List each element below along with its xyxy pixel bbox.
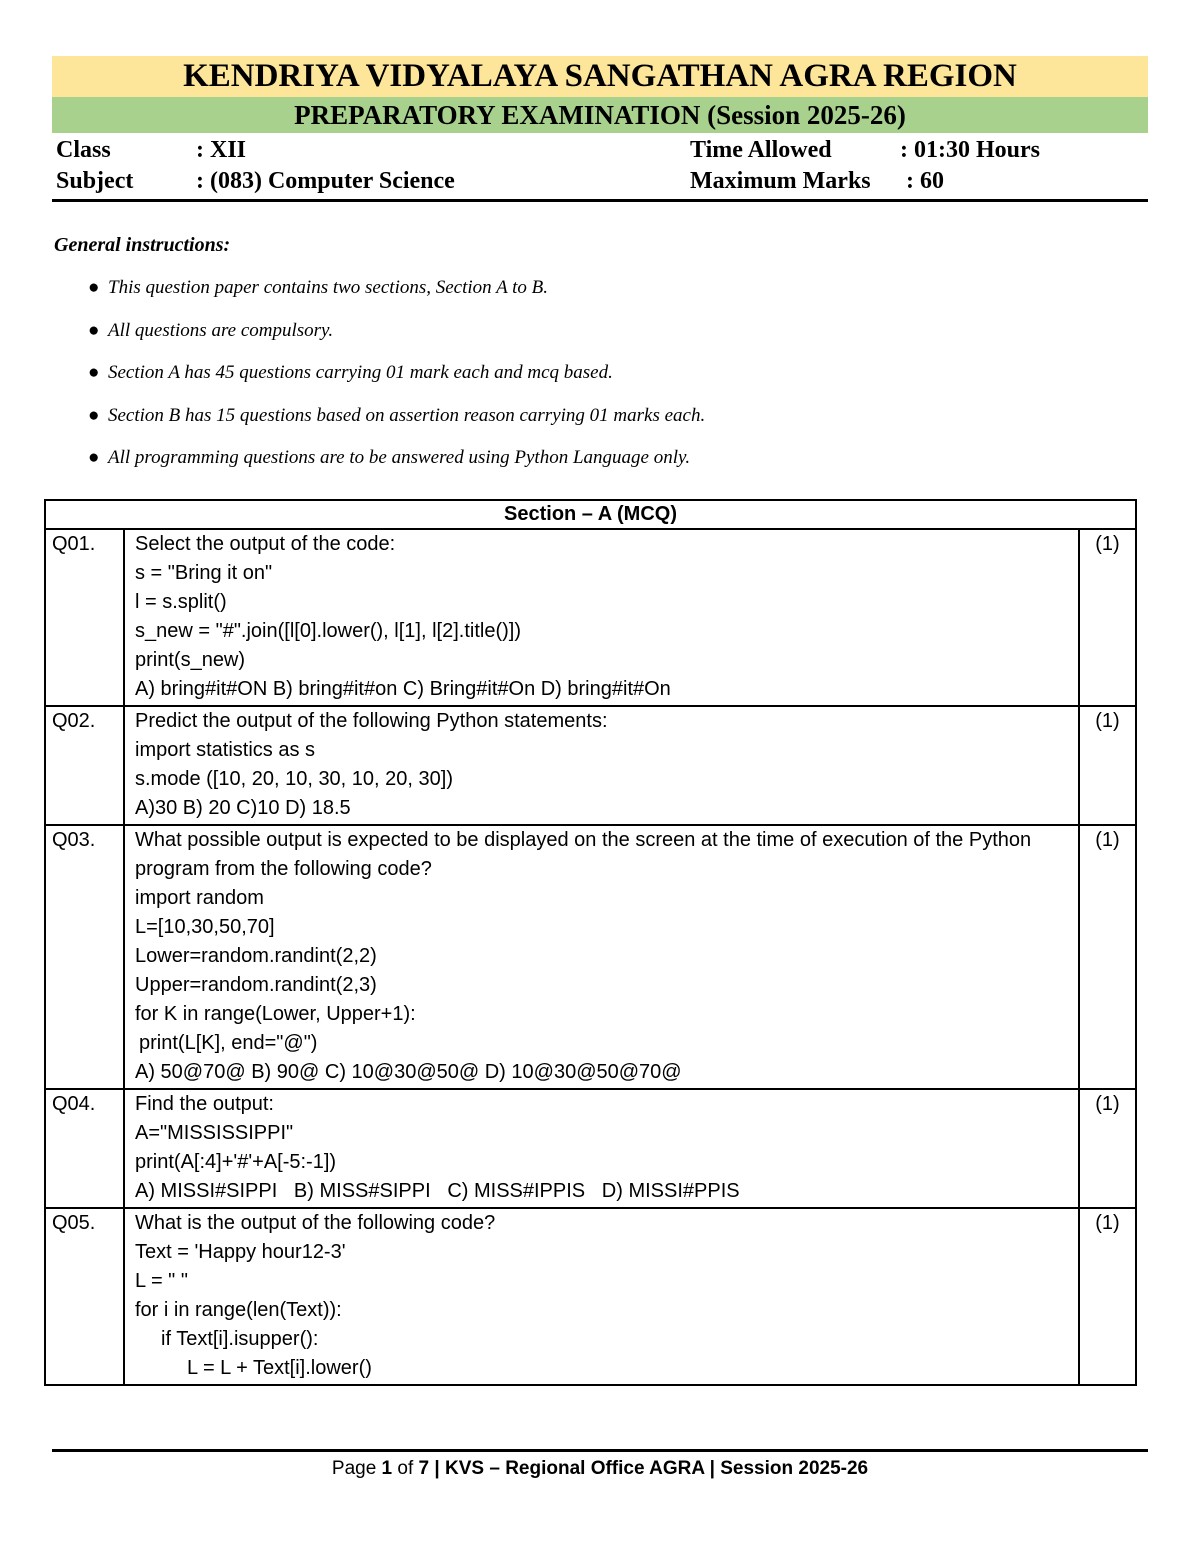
question-text: Find the output: — [135, 1093, 274, 1115]
org-title: KENDRIYA VIDYALAYA SANGATHAN AGRA REGION — [183, 58, 1017, 94]
subject-label: Subject — [56, 168, 134, 194]
code-line: print(L[K], end="@") — [139, 1032, 318, 1054]
code-line: for i in range(len(Text)): — [135, 1299, 342, 1321]
instructions-title: General instructions: — [54, 234, 231, 256]
question-marks: (1) — [1079, 706, 1136, 825]
code-line: print(s_new) — [135, 649, 246, 671]
code-line: Upper=random.randint(2,3) — [135, 974, 377, 996]
answer-options: A) MISSI#SIPPI B) MISS#SIPPI C) MISS#IPPIS D) MISSI#PPIS — [135, 1180, 740, 1202]
footer-divider — [52, 1449, 1148, 1452]
question-body — [124, 529, 1079, 706]
marks-label: Maximum Marks — [690, 168, 871, 194]
instruction-item: ● All questions are compulsory. — [88, 319, 334, 341]
question-row — [45, 1089, 1136, 1208]
code-line: for K in range(Lower, Upper+1): — [135, 1003, 416, 1025]
question-body — [124, 1089, 1079, 1208]
bullet-icon: ● — [88, 404, 100, 426]
question-marks: (1) — [1079, 1089, 1136, 1208]
code-line: Lower=random.randint(2,2) — [135, 945, 377, 967]
question-marks: (1) — [1079, 529, 1136, 706]
footer-page-word: Page — [331, 1458, 377, 1479]
code-line: import random — [135, 887, 264, 909]
instruction-item: ● This question paper contains two sections, Section A to B. — [88, 277, 548, 298]
footer-page-number: 1 — [381, 1458, 393, 1479]
class-label: Class — [56, 137, 111, 163]
footer-of-word: of — [397, 1458, 414, 1479]
code-line: print(A[:4]+'#'+A[-5:-1]) — [135, 1151, 337, 1173]
answer-options: A) bring#it#ON B) bring#it#on C) Bring#it#On D) bring#it#On — [135, 678, 671, 700]
code-line: Text = 'Happy hour12-3' — [135, 1241, 346, 1263]
code-line: A="MISSISSIPPI" — [135, 1122, 294, 1144]
bullet-icon: ● — [88, 319, 100, 341]
code-line: if Text[i].isupper(): — [161, 1328, 319, 1350]
instruction-item: ● Section A has 45 questions carrying 01 mark each and mcq based. — [88, 362, 613, 383]
exam-title: PREPARATORY EXAMINATION (Session 2025-26) — [294, 100, 906, 130]
bullet-icon: ● — [88, 447, 100, 468]
question-body — [124, 1208, 1079, 1385]
section-a-table — [44, 499, 1137, 1386]
page-footer — [0, 1456, 1200, 1482]
time-label: Time Allowed — [690, 137, 832, 163]
code-line: s_new = "#".join([l[0].lower(), l[1], l[2].title()]) — [135, 620, 521, 642]
question-text: What possible output is expected to be displayed on the screen at the time of execution of the Python program from the following code? — [135, 829, 1032, 880]
instruction-item: ● Section B has 15 questions based on assertion reason carrying 01 marks each. — [88, 404, 706, 426]
question-number: Q02. — [45, 706, 124, 825]
question-number: Q01. — [45, 529, 124, 706]
header-org-band — [52, 56, 1148, 97]
question-number: Q04. — [45, 1089, 124, 1208]
bullet-icon: ● — [88, 277, 100, 298]
marks-value: : 60 — [906, 168, 944, 194]
question-row — [45, 529, 1136, 706]
question-text: Select the output of the code: — [135, 533, 396, 555]
code-line: L=[10,30,50,70] — [135, 916, 275, 938]
code-line: import statistics as s — [135, 739, 316, 761]
footer-info: | KVS – Regional Office AGRA | Session 2025-26 — [434, 1458, 869, 1479]
subject-value: : (083) Computer Science — [196, 168, 455, 194]
code-line: s = "Bring it on" — [135, 562, 273, 584]
question-row — [45, 1208, 1136, 1385]
header-exam-band — [52, 97, 1148, 133]
code-line: L = L + Text[i].lower() — [187, 1357, 372, 1379]
answer-options: A)30 B) 20 C)10 D) 18.5 — [135, 797, 351, 819]
bullet-icon: ● — [88, 362, 100, 383]
question-body — [124, 706, 1079, 825]
question-row — [45, 825, 1136, 1089]
code-line: s.mode ([10, 20, 10, 30, 10, 20, 30]) — [135, 768, 453, 790]
answer-options: A) 50@70@ B) 90@ C) 10@30@50@ D) 10@30@50@70@ — [135, 1061, 682, 1083]
code-line: L = " " — [135, 1270, 188, 1292]
header-divider — [52, 199, 1148, 202]
question-marks: (1) — [1079, 825, 1136, 1089]
time-value: : 01:30 Hours — [900, 137, 1040, 163]
instruction-item: ● All programming questions are to be answered using Python Language only. — [88, 447, 691, 468]
question-body — [124, 825, 1079, 1089]
footer-page-total: 7 — [418, 1458, 430, 1479]
instructions-list — [88, 276, 705, 489]
code-line: l = s.split() — [135, 591, 227, 613]
question-number: Q05. — [45, 1208, 124, 1385]
question-number: Q03. — [45, 825, 124, 1089]
section-a-title: Section – A (MCQ) — [45, 500, 1136, 529]
class-value: : XII — [196, 137, 247, 163]
question-row — [45, 706, 1136, 825]
question-marks: (1) — [1079, 1208, 1136, 1385]
question-text: Predict the output of the following Python statements: — [135, 710, 608, 732]
question-text: What is the output of the following code? — [135, 1212, 496, 1234]
